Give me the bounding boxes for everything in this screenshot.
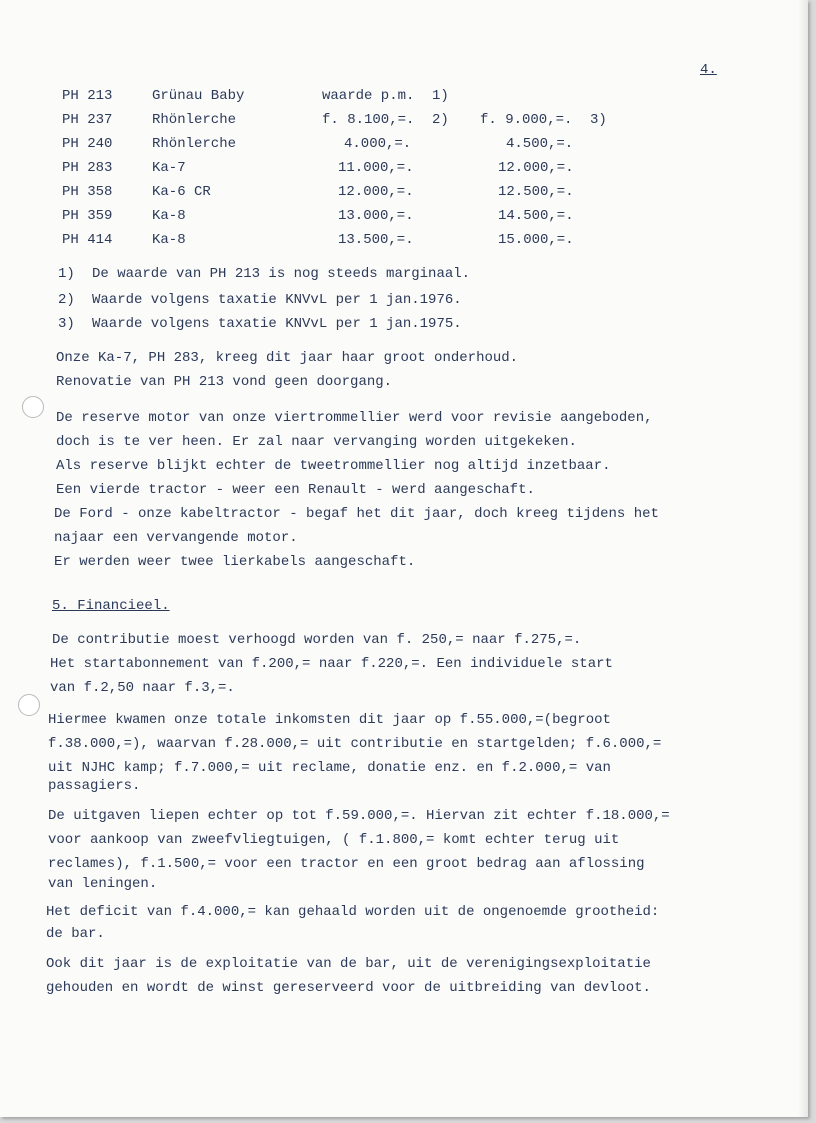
glider-type: Grünau Baby [152, 88, 245, 104]
registration: PH 414 [62, 232, 113, 248]
text-line: De Ford - onze kabeltractor - begaf het dit jaar, doch kreeg tijdens het [54, 506, 659, 522]
registration: PH 358 [62, 184, 113, 200]
footnote-text: Waarde volgens taxatie KNVvL per 1 jan.1976. [92, 292, 462, 308]
value-1975: 12.500,=. [498, 184, 574, 200]
text-line: Een vierde tractor - weer een Renault - werd aangeschaft. [56, 482, 535, 498]
glider-type: Ka-7 [152, 160, 186, 176]
registration: PH 240 [62, 136, 113, 152]
glider-type: Ka-8 [152, 208, 186, 224]
value-1975: 15.000,=. [498, 232, 574, 248]
text-line: Hiermee kwamen onze totale inkomsten dit jaar op f.55.000,=(begroot [48, 712, 611, 728]
text-line: doch is te ver heen. Er zal naar vervanging worden uitgekeken. [56, 434, 577, 450]
footnote-ref-2: 3) [590, 112, 607, 128]
text-line: reclames), f.1.500,= voor een tractor en een groot bedrag aan aflossing [48, 856, 645, 872]
footnote-number: 2) [58, 292, 75, 308]
value-1975: 4.500,=. [506, 136, 574, 152]
glider-type: Ka-8 [152, 232, 186, 248]
text-line: de bar. [46, 926, 105, 942]
glider-type: Ka-6 CR [152, 184, 211, 200]
footnote-text: Waarde volgens taxatie KNVvL per 1 jan.1975. [92, 316, 462, 332]
value-1976: f. 8.100,=. [322, 112, 415, 128]
footnote-number: 3) [58, 316, 75, 332]
text-line: Het deficit van f.4.000,= kan gehaald worden uit de ongenoemde grootheid: [46, 904, 660, 920]
registration: PH 237 [62, 112, 113, 128]
section-heading: 5. Financieel. [52, 598, 170, 614]
text-line: Als reserve blijkt echter de tweetrommellier nog altijd inzetbaar. [56, 458, 611, 474]
registration: PH 283 [62, 160, 113, 176]
value-1976: 12.000,=. [338, 184, 414, 200]
value-1976: 13.500,=. [338, 232, 414, 248]
text-line: Renovatie van PH 213 vond geen doorgang. [56, 374, 393, 390]
punch-hole-bottom [18, 694, 40, 716]
text-line: Ook dit jaar is de exploitatie van de bar, uit de verenigingsexploitatie [46, 956, 651, 972]
text-line: passagiers. [48, 778, 141, 794]
text-line: van f.2,50 naar f.3,=. [50, 680, 235, 696]
punch-hole-top [22, 396, 44, 418]
text-line: voor aankoop van zweefvliegtuigen, ( f.1.800,= komt echter terug uit [48, 832, 620, 848]
text-line: gehouden en wordt de winst gereserveerd voor de uitbreiding van devloot. [46, 980, 651, 996]
text-line: De uitgaven liepen echter op tot f.59.000,=. Hiervan zit echter f.18.000,= [48, 808, 670, 824]
value-1976: 4.000,=. [344, 136, 412, 152]
glider-type: Rhönlerche [152, 112, 237, 128]
text-line: van leningen. [48, 876, 158, 892]
text-line: najaar een vervangende motor. [54, 530, 298, 546]
glider-type: Rhönlerche [152, 136, 237, 152]
footnote-text: De waarde van PH 213 is nog steeds marginaal. [92, 266, 471, 282]
registration: PH 359 [62, 208, 113, 224]
text-line: uit NJHC kamp; f.7.000,= uit reclame, donatie enz. en f.2.000,= van [48, 760, 611, 776]
value-1976: 11.000,=. [338, 160, 414, 176]
footnote-ref-1: 1) [432, 88, 449, 104]
text-line: Het startabonnement van f.200,= naar f.220,=. Een individuele start [50, 656, 613, 672]
text-line: f.38.000,=), waarvan f.28.000,= uit contributie en startgelden; f.6.000,= [48, 736, 662, 752]
value-1975: f. 9.000,=. [480, 112, 573, 128]
text-line: Onze Ka-7, PH 283, kreeg dit jaar haar groot onderhoud. [56, 350, 519, 366]
text-line: Er werden weer twee lierkabels aangeschaft. [54, 554, 416, 570]
footnote-ref-1: 2) [432, 112, 449, 128]
value-1975: 12.000,=. [498, 160, 574, 176]
value-1975: 14.500,=. [498, 208, 574, 224]
value-1976: waarde p.m. [322, 88, 415, 104]
page-edge-shadow [798, 0, 808, 1117]
page-number: 4. [700, 62, 717, 78]
registration: PH 213 [62, 88, 113, 104]
footnote-number: 1) [58, 266, 75, 282]
text-line: De contributie moest verhoogd worden van f. 250,= naar f.275,=. [52, 632, 582, 648]
value-1976: 13.000,=. [338, 208, 414, 224]
text-line: De reserve motor van onze viertrommellier werd voor revisie aangeboden, [56, 410, 653, 426]
